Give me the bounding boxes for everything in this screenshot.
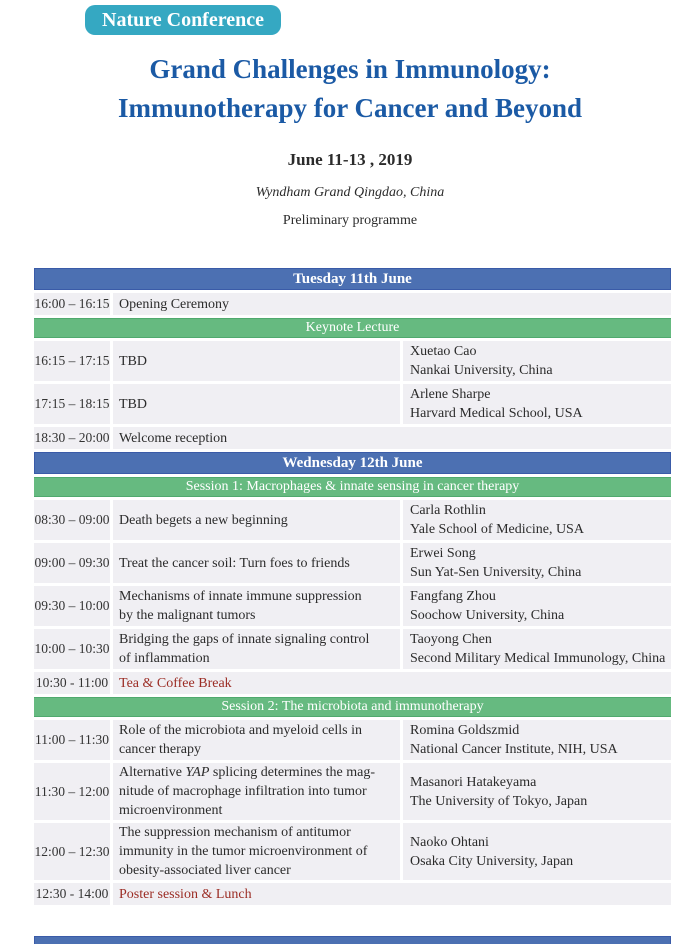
nature-conference-badge: Nature Conference [85, 5, 281, 35]
talk-speaker-cell [403, 763, 671, 820]
speaker-name: Arlene Sharpe [410, 387, 491, 402]
row-session1-talk-1 [34, 500, 671, 540]
talk-time: 16:00 – 16:15 [34, 296, 110, 311]
speaker-name: Xuetao Cao [410, 344, 477, 359]
speaker-affiliation: Second Military Medical Immunology, China [410, 651, 666, 666]
talk-title-cell [113, 823, 403, 880]
row-session1-talk-2 [34, 543, 671, 583]
speaker-affiliation: Sun Yat-Sen University, China [410, 565, 582, 580]
talk-time: 12:30 - 14:00 [35, 886, 109, 901]
talk-time-cell [34, 341, 113, 381]
talk-speaker-cell [403, 629, 671, 669]
page-title-line-1: Grand Challenges in Immunology: [149, 54, 551, 84]
talk-title-cell [113, 720, 403, 760]
row-session2-talk-1 [34, 720, 671, 760]
talk-title: Bridging the gaps of innate signaling control of inflammation [119, 632, 370, 666]
speaker-name: Naoko Ohtani [410, 834, 489, 850]
row-session1-talk-3 [34, 586, 671, 626]
programme-table [34, 268, 671, 908]
talk-time: 11:00 – 11:30 [35, 732, 109, 747]
talk-time-cell [34, 500, 113, 540]
talk-speaker-cell [403, 384, 671, 424]
talk-speaker-cell [403, 720, 671, 760]
day-header-tuesday: Tuesday 11th June [34, 268, 671, 290]
talk-title: TBD [119, 396, 147, 412]
talk-time-cell [34, 883, 113, 905]
talk-time: 18:30 – 20:00 [34, 430, 110, 445]
talk-title-cell [113, 341, 403, 381]
page-title [0, 50, 700, 128]
talk-time-cell [34, 763, 113, 820]
session-header-session-2: Session 2: The microbiota and immunotherapy [34, 697, 671, 717]
speaker-name: Erwei Song [410, 546, 476, 561]
page-title-line-2: Immunotherapy for Cancer and Beyond [117, 93, 583, 123]
talk-speaker-cell [403, 586, 671, 626]
day-header-wednesday: Wednesday 12th June [34, 452, 671, 474]
talk-time-cell [34, 823, 113, 880]
talk-time-cell [34, 672, 113, 694]
row-session1-talk-4 [34, 629, 671, 669]
talk-time: 11:30 – 12:00 [34, 783, 110, 799]
row-session2-talk-3 [34, 823, 671, 880]
programme-note: Preliminary programme [282, 213, 418, 228]
speaker-name: Masanori Hatakeyama [410, 774, 537, 790]
talk-speaker-cell [403, 543, 671, 583]
talk-title-cell [113, 586, 403, 626]
talk-title-text: splicing determines the mag- nitude of macrophage infiltration into tumor microenvironment [119, 765, 376, 818]
talk-title-gene-italic: YAP [185, 765, 210, 780]
talk-time-cell [34, 586, 113, 626]
talk-title-cell [113, 500, 403, 540]
talk-title: The suppression mechanism of antitumor immunity in the tumor microenvironment of obesity-associated liver cancer [119, 825, 368, 878]
talk-title-cell [113, 384, 403, 424]
talk-time: 09:00 – 09:30 [34, 555, 110, 570]
talk-time-cell [34, 720, 113, 760]
talk-time: 12:00 – 12:30 [34, 843, 110, 859]
talk-time-cell [34, 629, 113, 669]
talk-time-cell [34, 293, 113, 315]
talk-title [119, 763, 375, 820]
talk-title: Welcome reception [119, 430, 228, 446]
talk-title: Role of the microbiota and myeloid cells in cancer therapy [119, 723, 362, 757]
speaker-affiliation: Soochow University, China [410, 608, 565, 623]
talk-title: Opening Ceremony [119, 296, 230, 312]
talk-title-cell [113, 629, 403, 669]
talk-speaker-cell [403, 823, 671, 880]
row-opening-ceremony [34, 293, 671, 315]
session-header-session-1: Session 1: Macrophages & innate sensing in cancer therapy [34, 477, 671, 497]
talk-time: 08:30 – 09:00 [34, 512, 110, 527]
speaker-name: Taoyong Chen [410, 632, 492, 647]
speaker-name: Carla Rothlin [410, 503, 486, 518]
row-keynote-1 [34, 341, 671, 381]
talk-speaker-cell [403, 500, 671, 540]
row-tea-coffee-break [34, 672, 671, 694]
speaker-name: Romina Goldszmid [410, 723, 520, 738]
break-label: Tea & Coffee Break [119, 675, 232, 691]
speaker-affiliation: Yale School of Medicine, USA [410, 522, 584, 537]
talk-title: Mechanisms of innate immune suppression by the malignant tumors [119, 589, 362, 623]
talk-time: 10:00 – 10:30 [34, 641, 110, 656]
talk-title-cell [113, 883, 671, 905]
row-welcome-reception [34, 427, 671, 449]
speaker-affiliation: National Cancer Institute, NIH, USA [410, 742, 618, 757]
speaker-affiliation: Osaka City University, Japan [410, 853, 574, 869]
talk-time: 16:15 – 17:15 [34, 353, 110, 368]
talk-title: TBD [119, 353, 147, 369]
talk-title-cell [113, 763, 403, 820]
next-day-header-partial-bar [34, 936, 671, 944]
speaker-affiliation: Nankai University, China [410, 363, 553, 378]
speaker-affiliation: The University of Tokyo, Japan [410, 793, 588, 809]
talk-time: 10:30 - 11:00 [35, 675, 109, 690]
talk-time-cell [34, 543, 113, 583]
row-session2-talk-2 [34, 763, 671, 820]
talk-time-cell [34, 427, 113, 449]
conference-venue: Wyndham Grand Qingdao, China [255, 185, 445, 200]
talk-time-cell [34, 384, 113, 424]
talk-title-cell [113, 427, 671, 449]
conference-dates: June 11-13 , 2019 [287, 150, 413, 169]
speaker-name: Fangfang Zhou [410, 589, 496, 604]
session-header-keynote: Keynote Lecture [34, 318, 671, 338]
row-keynote-2 [34, 384, 671, 424]
talk-title: Treat the cancer soil: Turn foes to friends [119, 555, 350, 571]
talk-title-cell [113, 293, 671, 315]
talk-title-text: Alternative [119, 765, 186, 780]
talk-title-cell [113, 543, 403, 583]
talk-time: 17:15 – 18:15 [34, 396, 110, 411]
talk-title: Death begets a new beginning [119, 512, 288, 528]
talk-speaker-cell [403, 341, 671, 381]
talk-time: 09:30 – 10:00 [34, 598, 110, 613]
talk-title-cell [113, 672, 671, 694]
speaker-affiliation: Harvard Medical School, USA [410, 406, 583, 421]
row-poster-session-lunch [34, 883, 671, 905]
break-label: Poster session & Lunch [119, 886, 252, 902]
